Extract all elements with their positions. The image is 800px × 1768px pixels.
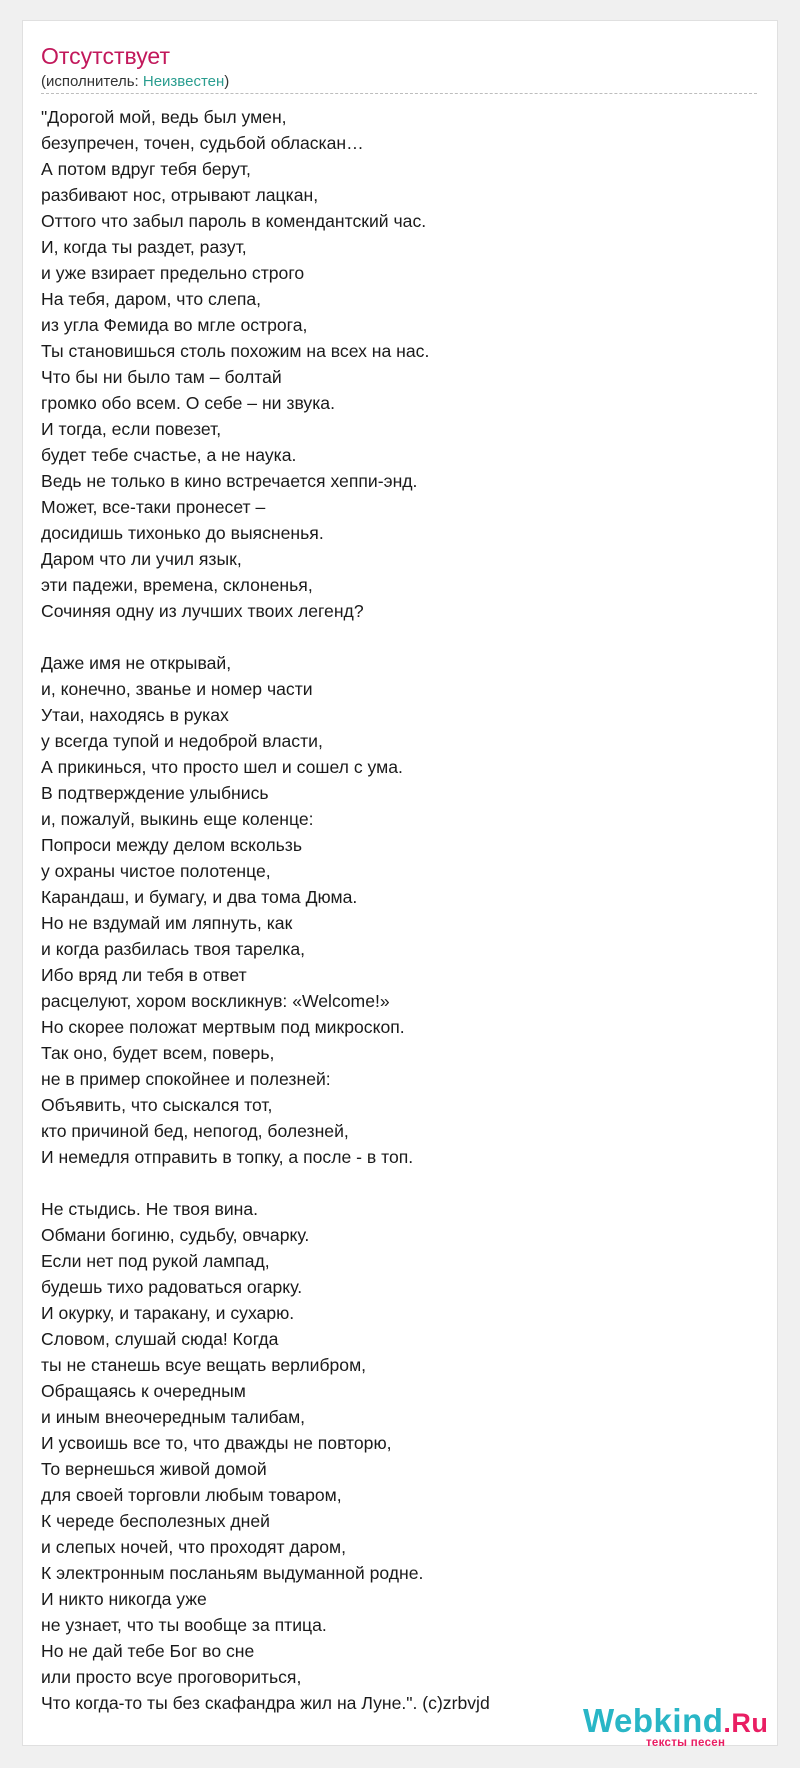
artist-prefix: (исполнитель: (41, 73, 143, 90)
lyric-line: будешь тихо радоваться огарку. (41, 1277, 303, 1297)
lyric-line: не узнает, что ты вообще за птица. (41, 1615, 327, 1635)
lyric-line: К череде бесполезных дней (41, 1511, 270, 1531)
lyric-line: и, пожалуй, выкинь еще коленце: (41, 809, 314, 829)
lyric-line: То вернешься живой домой (41, 1459, 267, 1479)
lyric-line: или просто всуе проговориться, (41, 1667, 302, 1687)
lyric-line: из угла Фемида во мгле острога, (41, 315, 308, 335)
lyric-line (41, 1170, 490, 1196)
logo-tagline: тексты песен (646, 1737, 726, 1749)
lyric-line: разбивают нос, отрывают лацкан, (41, 185, 319, 205)
title-divider (41, 93, 757, 94)
lyric-line: И никто никогда уже (41, 1589, 207, 1609)
lyric-line: Оттого что забыл пароль в комендантский час. (41, 211, 427, 231)
logo-tld-text: .Ru (723, 1708, 769, 1738)
lyric-line: Ты становишься столь похожим на всех на нас. (41, 341, 430, 361)
lyric-line: И немедля отправить в топку, а после - в топ. (41, 1147, 414, 1167)
lyric-line: и уже взирает предельно строго (41, 263, 305, 283)
lyric-line: и когда разбилась твоя тарелка, (41, 939, 306, 959)
lyric-line: Попроси между делом вскользь (41, 835, 303, 855)
lyric-line: Но не дай тебе Бог во сне (41, 1641, 255, 1661)
lyric-line: ты не станешь всуе вещать верлибром, (41, 1355, 367, 1375)
lyric-line: и, конечно, званье и номер части (41, 679, 313, 699)
lyric-line: Но скорее положат мертвым под микроскоп. (41, 1017, 405, 1037)
lyric-line: Сочиняя одну из лучших твоих легенд? (41, 601, 364, 621)
artist-line (41, 73, 229, 91)
lyric-line: для своей торговли любым товаром, (41, 1485, 342, 1505)
artist-link[interactable]: Неизвестен (142, 73, 225, 90)
lyric-line: не в пример спокойнее и полезней: (41, 1069, 331, 1089)
lyric-line: Ибо вряд ли тебя в ответ (41, 965, 247, 985)
lyric-line: Но не вздумай им ляпнуть, как (41, 913, 293, 933)
lyric-line: Обмани богиню, судьбу, овчарку. (41, 1225, 310, 1245)
lyric-line: А потом вдруг тебя берут, (41, 159, 251, 179)
lyric-line: Что когда-то ты без скафандра жил на Луне.". (c)zrbvjd (41, 1693, 490, 1713)
lyric-line: И окурку, и таракану, и сухарю. (41, 1303, 295, 1323)
lyric-line: Если нет под рукой лампад, (41, 1251, 270, 1271)
lyric-line: кто причиной бед, непогод, болезней, (41, 1121, 349, 1141)
site-logo[interactable] (583, 1702, 773, 1750)
lyric-line: безупречен, точен, судьбой обласкан… (41, 133, 364, 153)
artist-suffix: ) (224, 73, 230, 90)
song-title: Отсутствует (41, 43, 170, 69)
lyric-line: На тебя, даром, что слепа, (41, 289, 262, 309)
logo-wordmark (583, 1702, 768, 1742)
lyric-line: Даже имя не открывай, (41, 653, 232, 673)
lyric-line: И, когда ты раздет, разут, (41, 237, 247, 257)
lyric-line: Ведь не только в кино встречается хеппи-энд. (41, 471, 418, 491)
lyric-line: громко обо всем. О себе – ни звука. (41, 393, 335, 413)
lyric-line: и слепых ночей, что проходят даром, (41, 1537, 347, 1557)
lyric-line: Карандаш, и бумагу, и два тома Дюма. (41, 887, 358, 907)
lyric-line: досидишь тихонько до выясненья. (41, 523, 324, 543)
lyric-line: Утаи, находясь в руках (41, 705, 229, 725)
lyric-line: В подтверждение улыбнись (41, 783, 269, 803)
lyric-line: Обращаясь к очередным (41, 1381, 246, 1401)
lyrics-text (41, 104, 490, 1716)
lyric-line: Словом, слушай сюда! Когда (41, 1329, 279, 1349)
lyric-line: К электронным посланьям выдуманной родне. (41, 1563, 424, 1583)
lyric-line: "Дорогой мой, ведь был умен, (41, 107, 287, 127)
lyric-line: Может, все-таки пронесет – (41, 497, 266, 517)
lyric-line: у всегда тупой и недоброй власти, (41, 731, 323, 751)
lyric-line: и иным внеочередным талибам, (41, 1407, 306, 1427)
lyric-line: А прикинься, что просто шел и сошел с ума. (41, 757, 403, 777)
lyric-line: Не стыдись. Не твоя вина. (41, 1199, 259, 1219)
lyric-line: расцелуют, хором воскликнув: «Welcome!» (41, 991, 390, 1011)
lyric-line: эти падежи, времена, склоненья, (41, 575, 313, 595)
logo-main-text: Webkind (583, 1702, 724, 1739)
lyric-line: Что бы ни было там – болтай (41, 367, 282, 387)
lyric-line: Так оно, будет всем, поверь, (41, 1043, 275, 1063)
lyric-line: будет тебе счастье, а не наука. (41, 445, 297, 465)
lyric-line: И тогда, если повезет, (41, 419, 222, 439)
lyric-line: у охраны чистое полотенце, (41, 861, 271, 881)
lyric-line: И усвоишь все то, что дважды не повторю, (41, 1433, 392, 1453)
lyric-line: Даром что ли учил язык, (41, 549, 242, 569)
lyric-line (41, 624, 490, 650)
lyric-line: Объявить, что сыскался тот, (41, 1095, 273, 1115)
